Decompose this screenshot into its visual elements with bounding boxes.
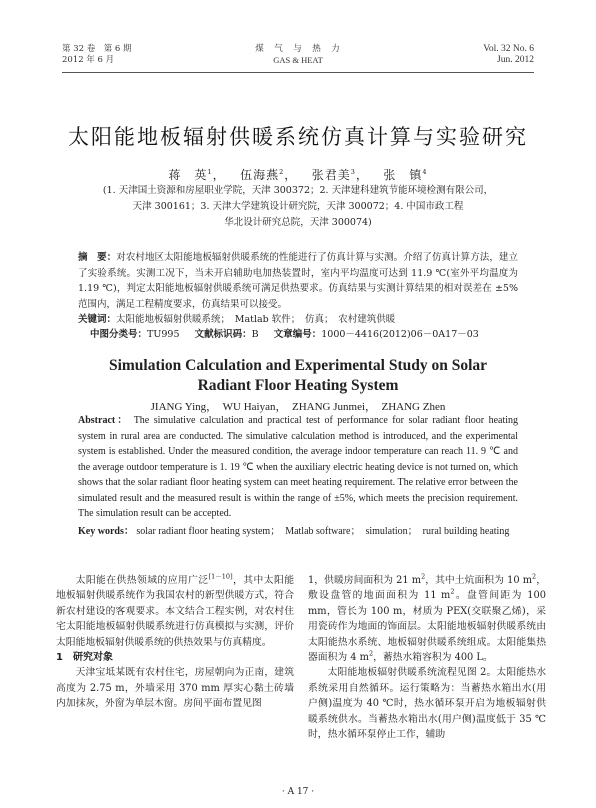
keywords-en [78,524,518,540]
affiliation-line: 华北设计研究总院，天津 300074) [224,217,372,228]
doc-code-value: B [251,329,259,340]
authors-en: JIANG Ying， WU Haiyan， ZHANG Junmei， ZHANG Zhen [150,401,446,413]
superscript: 2 [450,588,455,597]
author-affil-mark: 2 [279,168,285,176]
author-name: 张君美 [311,168,351,182]
author-affil-mark: 4 [422,168,428,176]
body-text: ，蓄热水箱容积为 400 L。 [373,652,493,664]
header-vol-en: Vol. 32 No. 6 [483,44,534,54]
paper-title-en-line: Simulation Calculation and Experimental Study on Solar [108,357,488,374]
paper-title-en-line: Radiant Floor Heating System [197,377,399,394]
journal-name-en: GAS & HEAT [273,55,323,65]
abstract-label-en: Abstract： [78,415,130,426]
author-name: 蒋 英 [168,168,208,182]
author-name: 伍海燕 [240,168,280,182]
abstract-en [78,413,518,522]
citation-ref: [1－10] [208,572,233,581]
header-issue [434,44,534,66]
header-date-en: Jun. 2012 [497,55,534,65]
body-text: ，敷设盘管的地面面积为 11 m [308,575,547,602]
superscript: 2 [368,649,374,658]
body-paragraph [56,573,294,650]
section-heading: 1 研究对象 [56,652,113,664]
author-affil-mark: 3 [350,168,356,176]
clc-label: 中图分类号： [90,329,148,340]
body-paragraph: 太阳能地板辐射供暖系统流程见图 2。太阳能热水系统采用自然循环。运行策略为：当蓄热水箱出水(用户侧)温度为 40 ℃时，热水循环泵开启为地板辐射供暖系统供水。当蓄热水箱出水(用户侧)温度低于 35 ℃时，热水循环泵停止工作，辅助 [308,667,546,741]
journal-name-cn: 煤 气 与 热 力 [255,44,341,54]
body-column-right [308,573,546,742]
header-volume-line: 第 32 卷 第 6 期 [62,44,132,54]
classification-line [90,328,530,342]
header-journal [220,44,376,66]
affiliation-line: (1. 天津国土资源和房屋职业学院，天津 300372；2. 天津建科建筑节能环境检测有限公司， [102,185,494,196]
body-text: 。盘管间距为 100 mm，管长为 100 m，材质为 PEX(交联聚乙烯)，采用瓷砖作为地面的饰面层。太阳能地板辐射供暖系统由太阳能热水系统、地板辐射供暖系统组成。太阳能集热器面积为 4 m [308,590,546,664]
abstract-text-cn: 对农村地区太阳能地板辐射供暖系统的性能进行了仿真计算与实测。介绍了仿真计算方法，建立了实验系统。实测工况下，当未开启辅助电加热装置时，室内平均温度可达到 11.9 ℃(室外平均温度为 1.19 ℃)，判定太阳能地板辐射供暖系统可满足供热要求。仿真结果与实测计算结果的相对误差在 ±5% 范围内，满足工程精度要求，仿真结果可以接受。 [78,252,518,310]
body-text: 太阳能在供热领域的应用广泛 [75,575,209,586]
paper-title-cn: 太阳能地板辐射供暖系统仿真计算与实验研究 [68,125,528,149]
body-text: ，其中太阳能地板辐射供暖系统作为我国农村的新型供暖方式，符合新农村建设的客观要求。本文结合工程实例，对农村住宅太阳能地板辐射供暖系统进行仿真模拟与实测，评价太阳能地板辐射供暖系统的供热效果与仿真精度。 [56,575,295,648]
author-name: 张 镇 [383,168,423,182]
doc-code-label: 文献标识码： [194,329,252,340]
abstract-label-cn: 摘 要： [78,252,117,263]
affiliation-line: 天津 300161；3. 天津大学建筑设计研究院，天津 300072；4. 中国市政工程 [132,201,464,212]
superscript: 2 [421,572,426,581]
authors-cn: 蒋 英$^1$， 伍海燕$^2$， 张君美$^3$， 张 镇$^4$ [168,168,428,182]
keywords-label-cn: 关键词： [78,314,117,325]
keywords-text-cn: 太阳能地板辐射供暖系统； Matlab 软件； 仿真； 农村建筑供暖 [116,314,396,325]
keywords-label-en: Key words： [78,526,134,537]
body-paragraph: 天津宝坻某既有农村住宅，房屋朝向为正南，建筑高度为 2.75 m，外墙采用 370 mm 厚实心黏土砖墙内加抹灰，外窗为单层木窗。房间平面布置见图 [56,667,294,710]
keywords-text-en: solar radiant floor heating system； Matlab software； simulation； rural building heating [136,526,510,537]
article-number-value: 1000－4416(2012)06－0A17－03 [321,329,479,340]
page-number: · A 17 · [281,787,315,797]
header-date-line: 2012 年 6 月 [62,55,115,65]
superscript: 2 [532,572,537,581]
header-rule [62,72,534,73]
clc-value: TU995 [147,329,180,340]
keywords-cn [78,312,518,328]
paper-title-en [60,356,536,396]
affiliations [70,183,526,231]
author-affil-mark: 1 [207,168,213,176]
abstract-cn [78,250,518,312]
article-number-label: 文章编号： [273,329,322,340]
body-text: 1，供暖房间面积为 21 m [308,575,422,586]
body-column-left [56,573,294,712]
header-volume [62,44,132,66]
body-paragraph [308,573,546,665]
body-text: ，其中土炕面积为 10 m [425,575,533,586]
abstract-text-en: The simulative calculation and practical test of performance for solar radiant floor heating system in rural area are conducted. The simulative calculation method is introduced, and the experimental system is established. Under the measured condition, the average indoor temperature can reach 11. 9 ℃ and the average outdoor temperature is 1. 19 ℃ when the auxiliary electric heating device is not turned on, which shows that the solar radiant floor heating system can meet heating requirement. The relative error between the simulated result and the measured result is within the range of ±5%, which meets the precision requirement. The simulation result can be accepted. [78,415,519,519]
